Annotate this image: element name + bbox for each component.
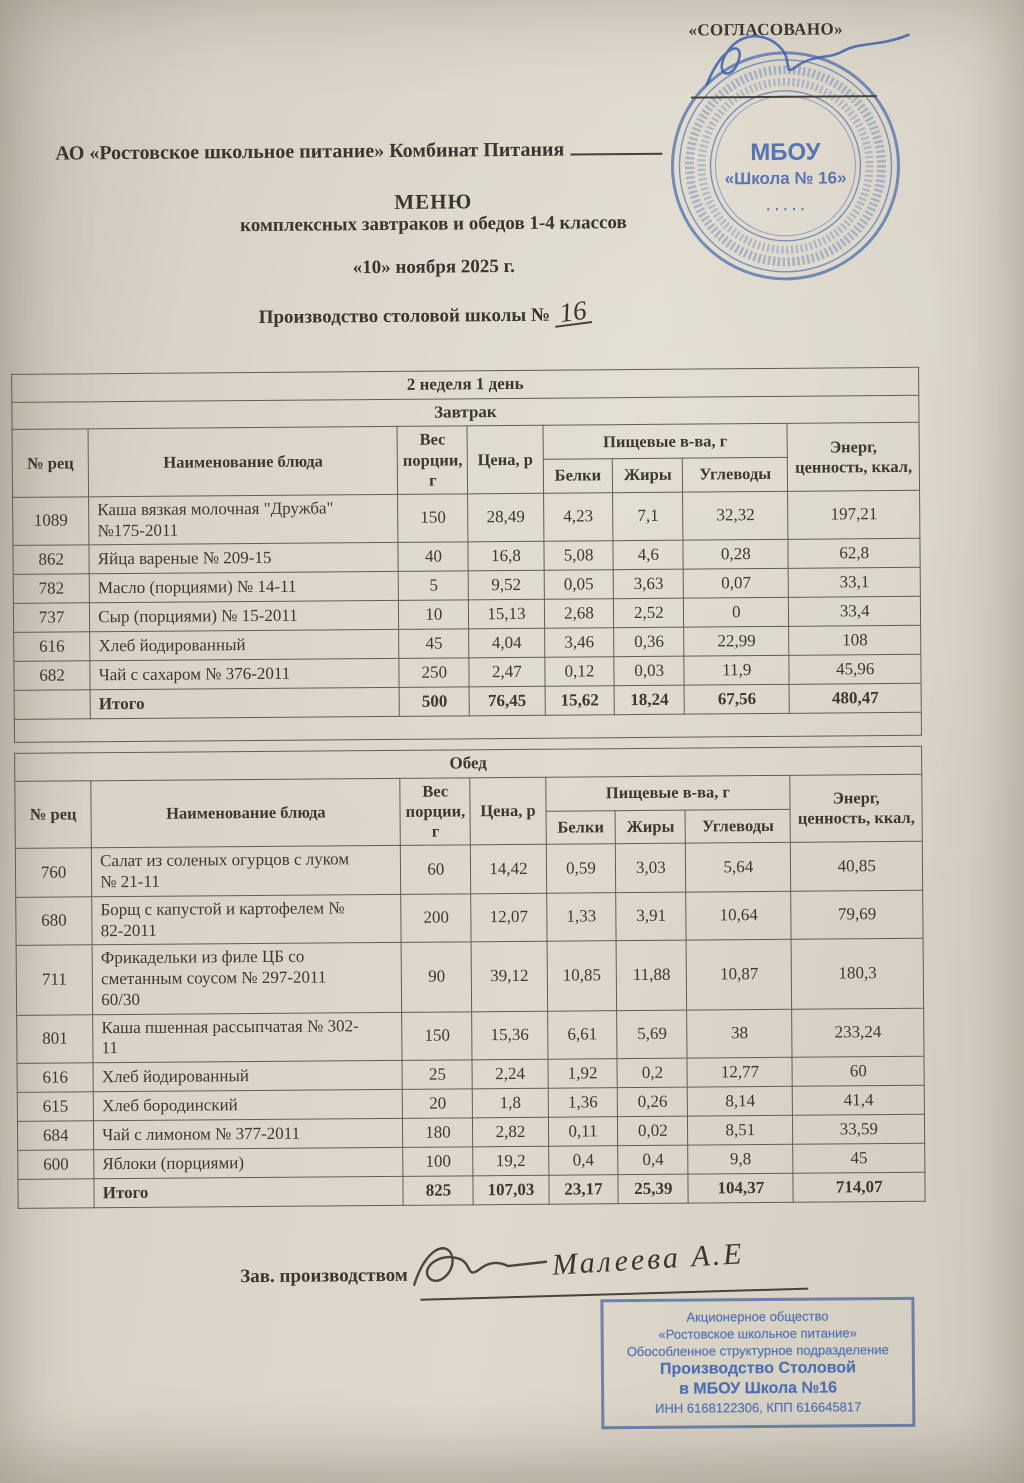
production-label: Производство столовой школы № (258, 304, 551, 328)
table-cell: 76,45 (469, 687, 544, 717)
table-cell: Итого (90, 688, 400, 719)
table-cell: 1,33 (546, 893, 616, 942)
table-cell: 67,56 (684, 685, 789, 715)
column-header-weight: Вес порции, г (400, 778, 470, 846)
table-cell: 2,82 (473, 1117, 548, 1147)
column-header-protein: Белки (543, 459, 613, 493)
table-cell: 0,59 (546, 844, 616, 893)
table-cell: 616 (14, 632, 90, 662)
stamp-box (600, 1297, 915, 1429)
lunch-table (14, 746, 926, 1209)
table-cell: 90 (402, 942, 472, 1012)
column-header-weight: Вес порции, г (398, 426, 468, 494)
table-cell: Салат из соленых огурцов с луком № 21-11 (92, 846, 402, 897)
org-line-text: АО «Ростовское школьное питание» Комбинат Питания (55, 138, 565, 165)
column-header-carbs: Углеводы (683, 457, 788, 492)
table-cell: 801 (17, 1014, 94, 1063)
table-cell: 100 (403, 1147, 473, 1177)
table-cell: 2,52 (614, 598, 684, 628)
table-cell: 40 (398, 542, 468, 572)
table-cell: 5 (399, 571, 469, 601)
table-cell: Хлеб йодированный (90, 630, 400, 661)
stamp-box-line2: «Ростовское школьное питание» (658, 1325, 857, 1343)
table-cell: 9,52 (468, 571, 543, 601)
column-header-name: Наименование блюда (91, 778, 401, 848)
table-cell: 0,4 (548, 1146, 618, 1176)
menu-subtitle: комплексных завтраков и обедов 1-4 классов (240, 212, 627, 237)
table-cell: 11,9 (684, 656, 789, 686)
production-line (258, 294, 592, 329)
table-cell: 3,63 (614, 569, 684, 599)
menu-tables (11, 367, 926, 1209)
table-cell: 12,07 (471, 893, 547, 942)
table-cell: 0,4 (618, 1145, 688, 1175)
table-cell: 714,07 (793, 1172, 925, 1202)
table-cell: 8,14 (687, 1086, 792, 1116)
menu-date: «10» ноября 2025 г. (352, 255, 515, 279)
table-cell: Итого (94, 1176, 404, 1207)
table-cell: Каша пшенная рассыпчатая № 302- 11 (93, 1012, 403, 1063)
table-cell: Хлеб бородинский (93, 1089, 403, 1120)
table-cell: 180 (403, 1118, 473, 1148)
table-cell: 15,62 (545, 686, 615, 716)
approval-label: «СОГЛАСОВАНО» (688, 19, 844, 40)
table-cell: 615 (17, 1092, 93, 1122)
table-cell: Чай с лимоном № 377-2011 (94, 1118, 404, 1149)
column-header-nutrients: Пищевые в-ва, г (543, 424, 788, 460)
table-cell: 7,1 (613, 492, 683, 541)
table-cell: 38 (687, 1009, 793, 1058)
table-cell: 19,2 (473, 1146, 548, 1176)
table-cell: 825 (403, 1176, 473, 1206)
table-row (13, 490, 920, 546)
round-stamp-org: МБОУ (750, 138, 821, 167)
school-number-handwritten: 16 (553, 298, 593, 328)
table-cell: 60 (401, 845, 471, 894)
table-cell: 79,69 (791, 890, 923, 940)
table-cell: Каша вязкая молочная "Дружба" №175-2011 (89, 494, 399, 545)
table-cell: Яйца вареные № 209-15 (89, 543, 399, 574)
table-cell: 5,08 (544, 541, 614, 571)
table-cell: 0,26 (618, 1087, 688, 1117)
table-cell: 10 (399, 600, 469, 630)
table-cell: 760 (15, 848, 92, 897)
table-cell: Масло (порциями) № 14-11 (89, 572, 399, 603)
table-cell (18, 1179, 94, 1209)
table-cell: 15,13 (469, 600, 544, 630)
manager-signature-scrawl (406, 1232, 557, 1303)
table-cell: 862 (13, 545, 89, 575)
table-cell: 1,36 (548, 1088, 618, 1118)
column-header-name: Наименование блюда (88, 427, 398, 497)
table-cell: 1,92 (548, 1059, 618, 1089)
column-header-energy: Энерг, ценность, ккал, (790, 774, 922, 842)
table-cell: 8,51 (688, 1115, 793, 1145)
table-cell: 33,59 (793, 1114, 925, 1144)
table-cell: 60 (792, 1056, 924, 1086)
table-cell: 1089 (13, 497, 90, 546)
table-row (16, 890, 923, 946)
table-cell: Фрикадельки из филе ЦБ со сметанным соусом № 297-2011 60/30 (92, 943, 402, 1015)
table-cell: 25,39 (618, 1174, 688, 1204)
table-row (16, 939, 924, 1015)
table-cell: 11,88 (616, 940, 686, 1010)
table-cell: 107,03 (473, 1175, 548, 1205)
table-cell: 3,46 (544, 628, 614, 658)
table-cell: 4,04 (469, 629, 544, 659)
table-cell: 1,8 (473, 1088, 548, 1118)
table-cell: 14,42 (471, 845, 547, 894)
table-cell: 9,8 (688, 1144, 793, 1174)
table-cell: 12,77 (687, 1057, 792, 1087)
table-cell: 4,23 (543, 493, 613, 542)
breakfast-table (11, 367, 922, 743)
table-cell: 16,8 (468, 542, 543, 572)
table-cell: 180,3 (792, 939, 924, 1009)
table-cell: 616 (17, 1063, 93, 1093)
round-stamp-dots: · · · · · (766, 200, 806, 217)
column-header-price: Цена, р (467, 426, 543, 494)
stamp-box-line6: ИНН 6168122306, КПП 616645817 (655, 1399, 862, 1417)
org-line (55, 138, 662, 166)
table-cell: 0,2 (617, 1058, 687, 1088)
table-cell: 15,36 (472, 1011, 548, 1060)
round-stamp-school: «Школа № 16» (724, 168, 847, 189)
table-cell: 500 (400, 687, 470, 717)
table-cell: 45 (399, 629, 469, 659)
table-cell: 0,03 (614, 656, 684, 686)
table-cell: 711 (16, 945, 93, 1015)
table-cell: 0,07 (683, 569, 788, 599)
column-header-protein: Белки (546, 810, 616, 844)
section-header-lunch: Обед (15, 747, 922, 782)
table-cell: 684 (17, 1121, 93, 1151)
table-cell: 682 (14, 661, 90, 691)
table-cell: 2,47 (469, 658, 544, 688)
menu-title: МЕНЮ (394, 189, 473, 214)
table-cell: 10,85 (547, 941, 617, 1011)
table-cell: 3,03 (616, 844, 686, 893)
table-cell: 233,24 (792, 1008, 924, 1058)
table-cell: Борщ с капустой и картофелем № 82-2011 (92, 894, 402, 945)
table-cell: 4,6 (613, 540, 683, 570)
table-cell: 20 (403, 1089, 473, 1119)
column-header-num: № рец (12, 429, 89, 497)
table-cell: Хлеб йодированный (93, 1060, 403, 1091)
table-cell: 25 (402, 1060, 472, 1090)
table-cell: 108 (789, 626, 921, 656)
table-cell: Чай с сахаром № 376-2011 (90, 659, 400, 690)
table-cell: 0,28 (683, 540, 788, 570)
table-cell: 10,64 (686, 891, 792, 940)
table-cell: 39,12 (471, 942, 547, 1012)
table-cell: 250 (399, 658, 469, 688)
table-cell: 32,32 (683, 491, 789, 540)
stamp-box-line4: Производство Столовой (659, 1359, 857, 1379)
manager-label: Зав. производством (240, 1264, 408, 1288)
column-header-fat: Жиры (615, 810, 685, 844)
table-row (15, 842, 922, 898)
table-cell: 104,37 (688, 1173, 793, 1203)
table-cell: 45,96 (789, 655, 921, 685)
table-cell: 18,24 (614, 685, 684, 715)
table-cell: 10,87 (686, 940, 792, 1010)
table-cell: 33,4 (789, 597, 921, 627)
column-header-carbs: Углеводы (685, 809, 790, 844)
total-row (18, 1172, 925, 1208)
table-cell: Яблоки (порциями) (94, 1147, 404, 1178)
table-cell: 0 (684, 598, 789, 628)
table-cell: 150 (402, 1011, 472, 1060)
org-underline (570, 153, 662, 156)
table-cell: 33,1 (789, 568, 921, 598)
table-cell: 737 (13, 603, 89, 633)
table-row (17, 1008, 924, 1064)
table-cell: Сыр (порциями) № 15-2011 (90, 601, 400, 632)
stamp-box-line3: Обособленное структурное подразделение (626, 1342, 889, 1360)
manager-signature-name: Малеева А.Е (551, 1237, 746, 1282)
table-cell: 150 (398, 494, 468, 543)
table-cell: 3,91 (616, 892, 686, 941)
table-cell: 0,12 (544, 657, 614, 687)
column-header-price: Цена, р (470, 777, 546, 845)
table-cell: 0,02 (618, 1116, 688, 1146)
table-cell: 22,99 (684, 627, 789, 657)
table-cell: 197,21 (788, 490, 920, 540)
table-cell: 40,85 (791, 842, 923, 892)
table-cell: 480,47 (789, 684, 921, 714)
table-cell: 5,69 (617, 1010, 687, 1059)
table-cell (14, 690, 90, 720)
table-cell: 23,17 (548, 1175, 618, 1205)
table-cell: 41,4 (793, 1085, 925, 1115)
table-cell: 680 (16, 897, 93, 946)
stamp-box-line5: в МБОУ Школа №16 (679, 1379, 838, 1399)
table-cell: 45 (793, 1143, 925, 1173)
table-cell: 5,64 (686, 843, 792, 892)
table-cell: 0,05 (544, 570, 614, 600)
stamp-box-line1: Акционерное общество (686, 1308, 829, 1325)
table-cell: 2,68 (544, 599, 614, 629)
table-cell: 0,36 (614, 627, 684, 657)
column-header-fat: Жиры (613, 458, 683, 492)
table-cell: 2,24 (472, 1059, 547, 1089)
column-header-nutrients: Пищевые в-ва, г (545, 775, 790, 811)
table-cell: 0,11 (548, 1117, 618, 1147)
table-cell: 6,61 (547, 1010, 617, 1059)
column-header-num: № рец (15, 781, 92, 849)
table-cell: 782 (13, 574, 89, 604)
table-cell: 600 (18, 1150, 94, 1180)
approval-signature (700, 25, 916, 102)
section-header-breakfast: Завтрак (12, 395, 919, 430)
table-cell: 28,49 (468, 493, 544, 542)
table-cell: 200 (401, 894, 471, 943)
column-header-energy: Энерг, ценность, ккал, (787, 423, 919, 491)
table-cell: 62,8 (788, 539, 920, 569)
week-day-header: 2 неделя 1 день (12, 367, 919, 402)
